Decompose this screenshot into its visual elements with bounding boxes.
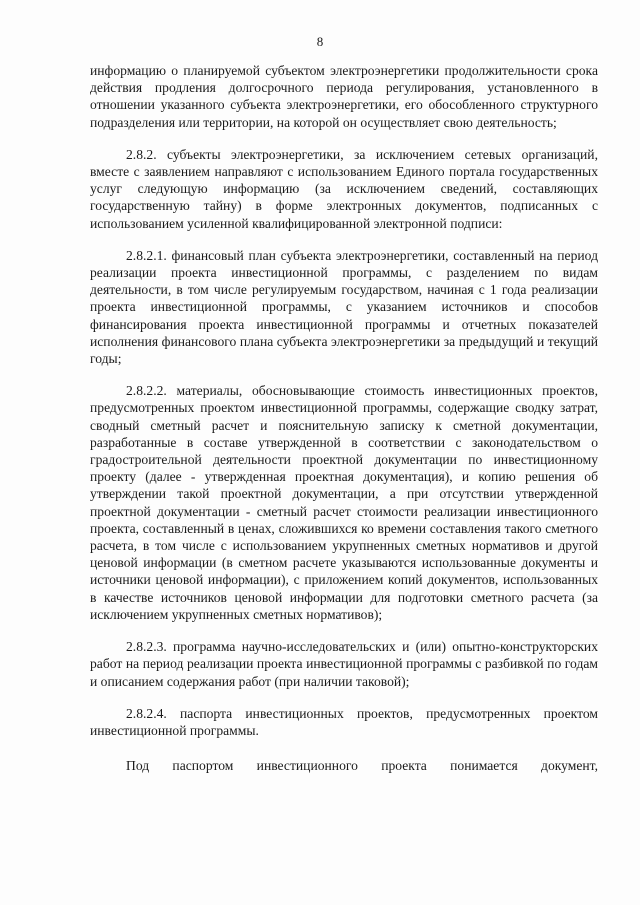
paragraph-2-8-2-2: 2.8.2.2. материалы, обосновывающие стоимость инвестиционных проектов, предусмотренных проектом инвестиционной программы, содержащие сводку затрат, сводный сметный расчет и пояснительную записку к сметной документации, разработанные в составе утвержденной в соответствии с законодательством о градостроительной деятельности проектной документации по инвестиционному проекту (далее - утвержденная проектная документация), и копию решения об утверждении такой проектной документации, а при отсутствии утвержденной проектной документации - сметный расчет стоимости реализации инвестиционного проекта, составленный в ценах, сложившихся ко времени составления такого сметного расчета, в том числе с использованием укрупненных сметных нормативов и другой ценовой информации (в сметном расчете указываются использованные документы и источники ценовой информации), с приложением копий документов, использованных в качестве источников ценовой информации для подготовки сметного расчета (за исключением укрупненных сметных нормативов);: [90, 383, 598, 622]
paragraph-2-8-2-4: 2.8.2.4. паспорта инвестиционных проектов, предусмотренных проектом инвестиционной программы.: [90, 705, 598, 738]
paragraph-passport-definition: Под паспортом инвестиционного проекта понимается документ,: [126, 758, 598, 774]
paragraph-2-8-2-1: 2.8.2.1. финансовый план субъекта электроэнергетики, составленный на период реализации проекта инвестиционной программы, с разделением по видам деятельности, в том числе регулируемым государством, начиная с 1 года реализации проекта инвестиционной программы, с указанием источников и способов финансирования проекта инвестиционной программы и отчетных показателей исполнения финансового плана субъекта электроэнергетики за предыдущий и текущий годы;: [90, 247, 598, 367]
paragraph-2-8-2: 2.8.2. субъекты электроэнергетики, за исключением сетевых организаций, вместе с заявлением направляют с использованием Единого портала государственных услуг следующую информацию (за исключением сведений, составляющих государственную тайну) в форме электронных документов, подписанных с использованием усиленной квалифицированной электронной подписи:: [90, 146, 598, 231]
page-number: 8: [316, 34, 324, 49]
paragraph-info-continuation: информацию о планируемой субъектом электроэнергетики продолжительности срока действия продления долгосрочного периода регулирования, установленного в отношении указанного субъекта электроэнергетики, его обособленного структурного подразделения или территории, на которой он осуществляет свою деятельность;: [90, 63, 598, 130]
document-body: [90, 62, 598, 774]
paragraph-2-8-2-3: 2.8.2.3. программа научно-исследовательских и (или) опытно-конструкторских работ на период реализации проекта инвестиционной программы с разбивкой по годам и описанием содержания работ (при наличии таковой);: [90, 639, 598, 689]
